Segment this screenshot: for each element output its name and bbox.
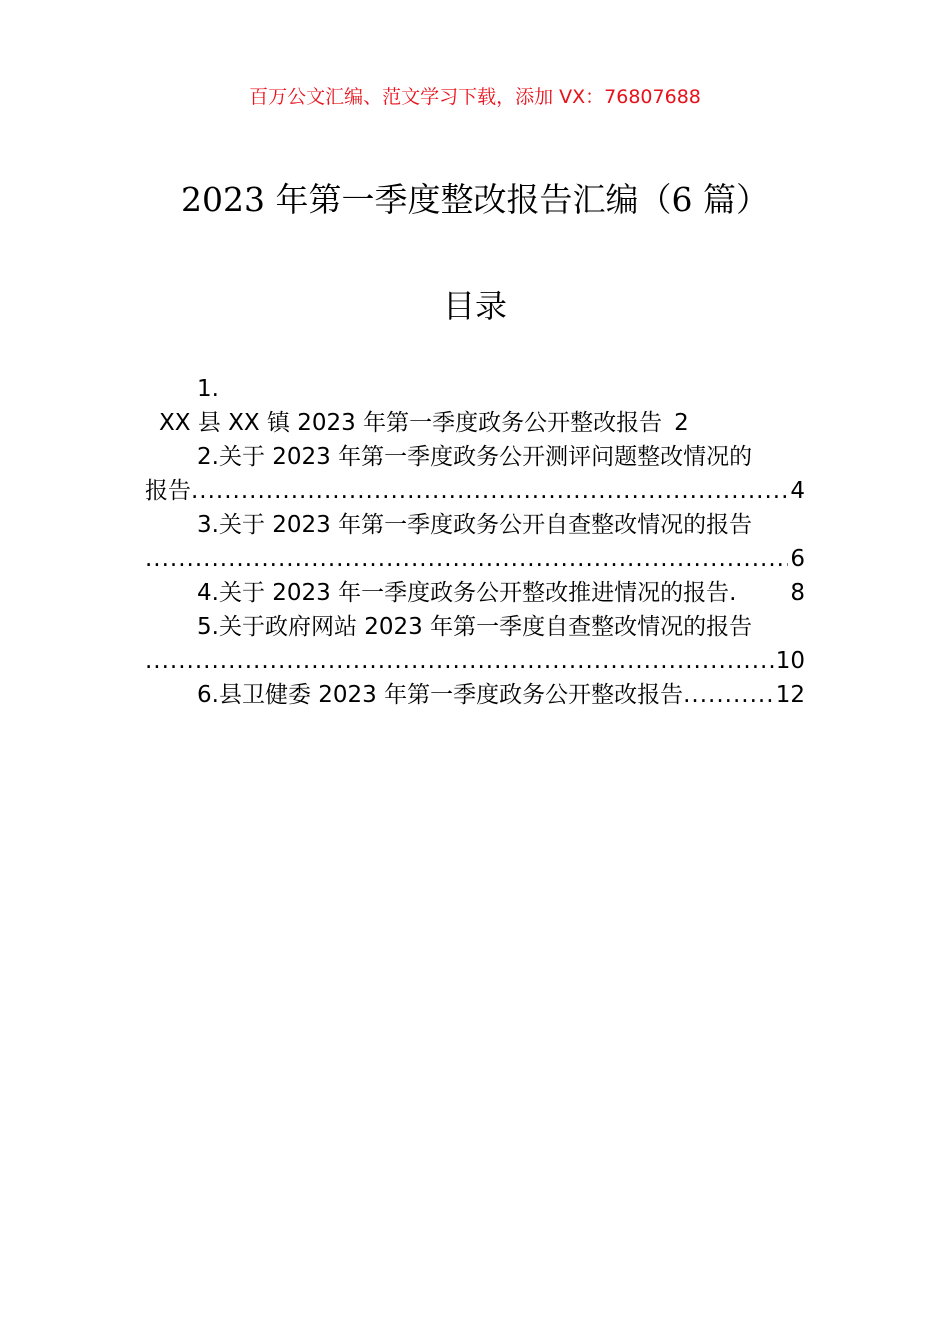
toc-entry-1-page: 2 [674,410,689,436]
toc-entry-2-title-line-2: 报告 [145,478,191,504]
toc-entry-5-line-1[interactable] [145,610,805,644]
toc-entry-2-line-2[interactable] [145,474,805,508]
toc-entry-1[interactable] [145,406,805,440]
toc-entry-2-title-line-1: 2.关于 2023 年第一季度政务公开测评问题整改情况的 [197,444,753,470]
toc-entry-4-title: 4.关于 2023 年一季度政务公开整改推进情况的报告. [197,580,737,606]
toc-entry-6[interactable] [145,678,805,712]
toc-entry-3-line-1[interactable] [145,508,805,542]
toc-entry-2-page: 4 [790,478,805,504]
toc-entry-5-title: 5.关于政府网站 2023 年第一季度自查整改情况的报告 [197,614,753,640]
toc-entry-5-line-2[interactable] [145,644,805,678]
toc-entry-6-title: 6.县卫健委 2023 年第一季度政务公开整改报告 [197,682,684,708]
toc-entry-4[interactable] [145,576,805,610]
toc-entry-2-leader-dots [191,474,788,508]
header-banner: 百万公文汇编、范文学习下载，添加 VX：76807688 [249,86,701,108]
toc-entry-5-leader-dots [145,644,774,678]
toc-entry-3-leader-dots [145,542,788,576]
toc-entry-2-line-1[interactable] [145,440,805,474]
toc-entry-4-page: 8 [790,580,805,606]
toc-entry-3-line-2[interactable] [145,542,805,576]
toc-entry-6-page: 12 [775,682,805,708]
table-of-contents [145,372,805,712]
document-title: 2023 年第一季度整改报告汇编（6 篇） [181,180,769,219]
toc-entry-3-title: 3.关于 2023 年第一季度政务公开自查整改情况的报告 [197,512,753,538]
toc-entry-1-title: XX 县 XX 镇 2023 年第一季度政务公开整改报告 [159,410,663,436]
toc-entry-3-page: 6 [790,546,805,572]
toc-heading: 目录 [442,287,507,325]
toc-entry-1-number-line [145,372,805,406]
toc-entry-1-number[interactable]: 1. [197,376,219,402]
toc-entry-6-leader-dots [683,678,774,712]
toc-entry-5-page: 10 [775,648,805,674]
